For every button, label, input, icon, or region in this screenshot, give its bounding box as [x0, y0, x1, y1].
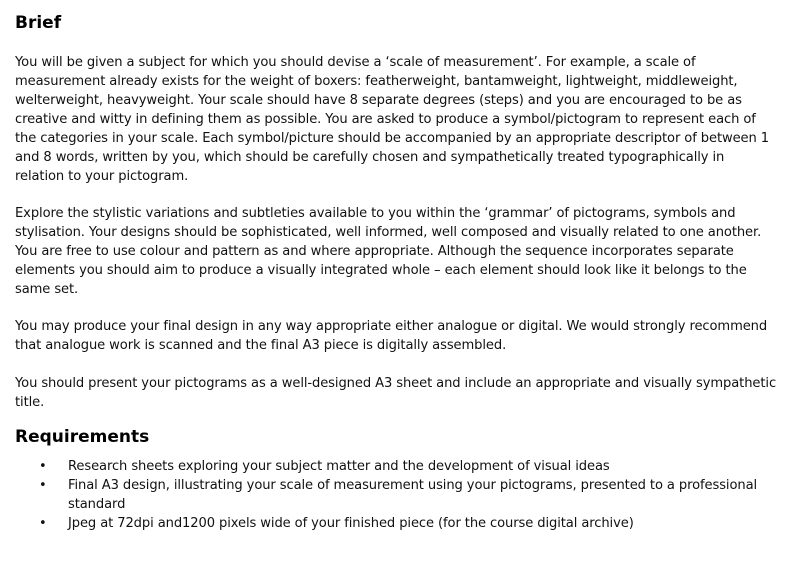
list-item: [15, 457, 777, 476]
brief-paragraph-1: You will be given a subject for which you should devise a ‘scale of measurement’. For example, a scale of measurement already exists for the weight of boxers: featherweight, bantamweight, lightweight, middleweight, welterweight, heavyweight. Your scale should have 8 separate degrees (steps) and you are encouraged to be as creative and witty in defining them as possible. You are asked to produce a symbol/pictogram to represent each of the categories in your scale. Each symbol/picture should be accompanied by an appropriate descriptor of between 1 and 8 words, written by you, which should be carefully chosen and sympathetically treated typographically in relation to your pictogram.: [15, 55, 769, 184]
brief-paragraph-4: You should present your pictograms as a well-designed A3 sheet and include an appropriate and visually sympathetic title.: [15, 376, 777, 410]
brief-heading: Brief: [15, 13, 62, 33]
list-item: [15, 476, 777, 514]
requirement-text: Research sheets exploring your subject matter and the development of visual ideas: [68, 459, 610, 474]
requirement-text: Jpeg at 72dpi and1200 pixels wide of your finished piece (for the course digital archive): [68, 516, 634, 531]
bullet-icon: •: [39, 516, 47, 531]
document-page: [15, 12, 777, 533]
brief-paragraph-3: You may produce your final design in any way appropriate either analogue or digital. We would strongly recommend that analogue work is scanned and the final A3 piece is digitally assembled.: [15, 319, 768, 353]
requirements-heading: Requirements: [15, 427, 150, 447]
requirements-list: [15, 457, 777, 533]
brief-paragraph-2: Explore the stylistic variations and subtleties available to you within the ‘grammar’ of pictograms, symbols and stylisation. Your designs should be sophisticated, well informed, well composed and visually related to one another. You are free to use colour and pattern as and where appropriate. Although the sequence incorporates separate elements you should aim to produce a visually integrated whole – each element should look like it belongs to the same set.: [15, 206, 762, 297]
bullet-icon: •: [39, 459, 47, 474]
requirement-text: Final A3 design, illustrating your scale of measurement using your pictograms, presented to a professional standard: [68, 478, 758, 512]
bullet-icon: •: [39, 478, 47, 493]
list-item: [15, 514, 777, 533]
